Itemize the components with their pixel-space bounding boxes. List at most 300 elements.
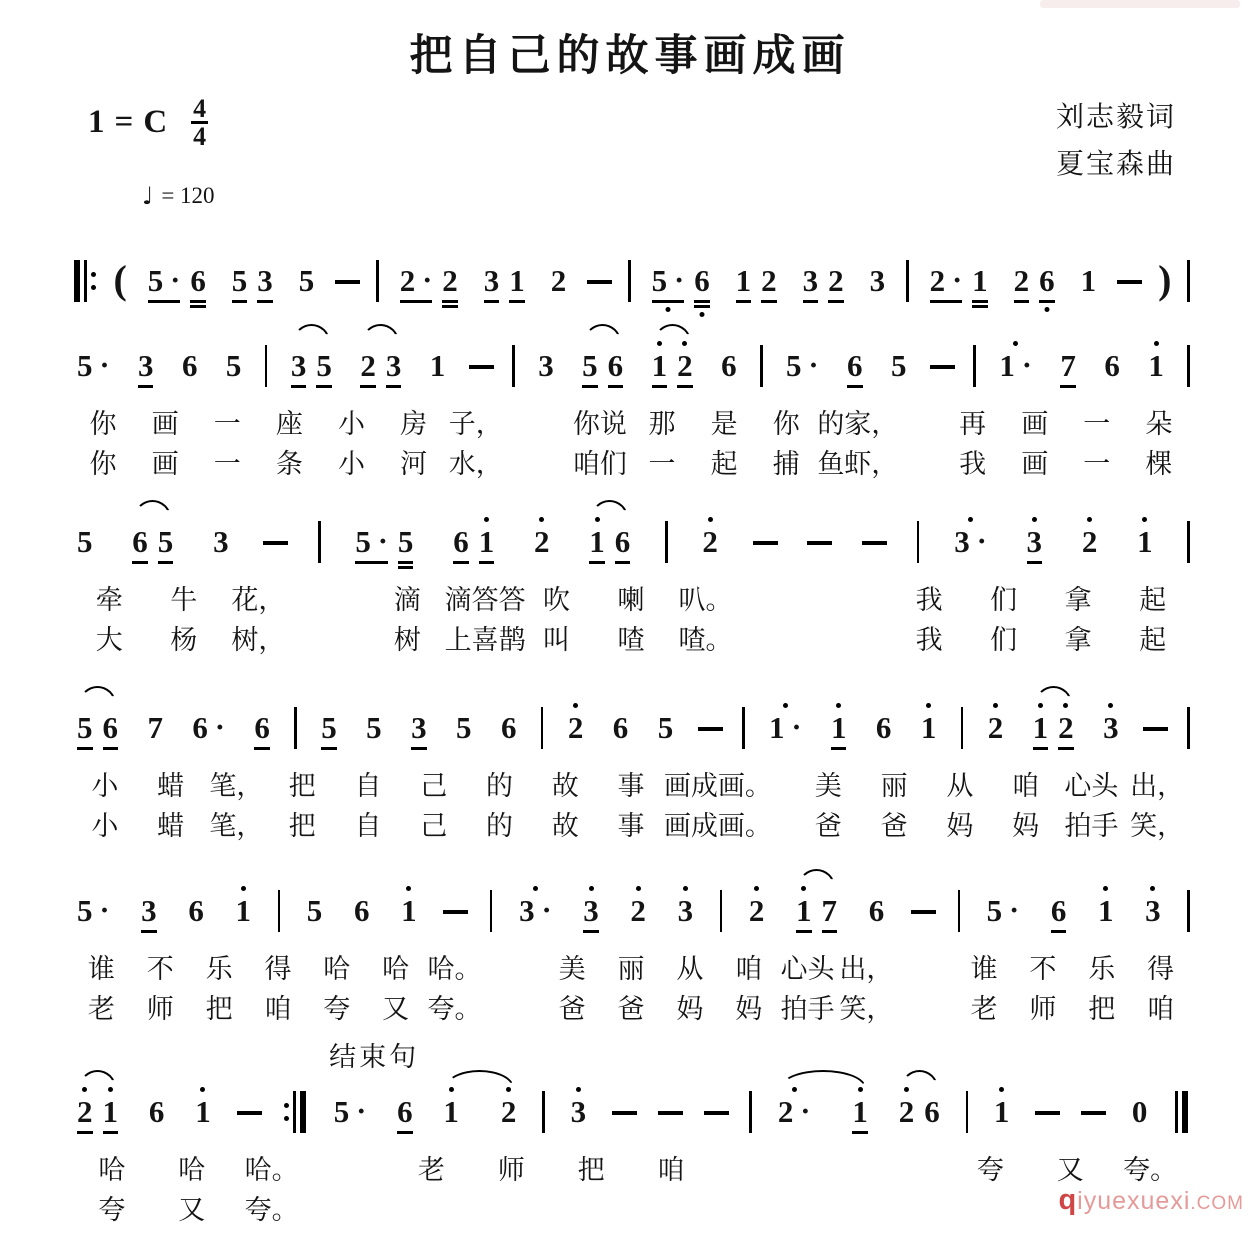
high-octave-dot xyxy=(1150,886,1155,891)
note-body xyxy=(658,711,674,745)
note-body xyxy=(534,525,550,559)
note xyxy=(925,252,968,315)
lyric-syllable: 咱 xyxy=(1012,771,1040,801)
lyric-syllable: 妈 xyxy=(735,994,763,1024)
note xyxy=(647,337,673,400)
note-digit: 5 xyxy=(157,524,174,559)
note xyxy=(294,252,320,315)
tempo-value: = 120 xyxy=(161,183,215,208)
note-digit: 5 xyxy=(231,263,248,298)
note xyxy=(647,252,690,315)
note-group xyxy=(994,323,1037,400)
note-body xyxy=(954,525,987,559)
duration-dash xyxy=(704,1111,729,1115)
note xyxy=(395,252,438,315)
note-digit: 6 xyxy=(721,348,737,383)
note-group xyxy=(842,323,868,400)
note xyxy=(496,699,522,762)
barline xyxy=(1187,707,1190,749)
note-group xyxy=(925,238,993,315)
high-octave-dot xyxy=(241,886,246,891)
underline-area xyxy=(954,559,987,576)
note-digit: 2 xyxy=(360,348,376,383)
note-body xyxy=(316,349,332,383)
note-body xyxy=(869,894,885,928)
note xyxy=(1132,513,1158,576)
underline-area xyxy=(158,559,174,576)
note-group xyxy=(425,323,451,400)
note-digit: 6 xyxy=(102,710,118,745)
note-body xyxy=(103,1095,119,1129)
slur-group xyxy=(355,323,406,400)
note-digit: 3 xyxy=(1026,524,1043,559)
lyric-syllable: 起 xyxy=(1139,585,1167,615)
note-group xyxy=(361,685,387,762)
note-body xyxy=(769,711,802,745)
note-body xyxy=(1058,711,1074,745)
augmentation-dot: · xyxy=(541,894,552,927)
note-digit: 5 xyxy=(891,348,907,383)
note-digit: 3 xyxy=(483,263,500,298)
note-group xyxy=(72,499,98,576)
note-body xyxy=(501,1095,517,1129)
note-body xyxy=(999,349,1032,383)
note xyxy=(396,882,422,945)
eighth-underline xyxy=(847,385,863,388)
note-body xyxy=(847,349,863,383)
note-body xyxy=(401,894,417,928)
note-body xyxy=(442,264,458,298)
note-group xyxy=(864,868,890,945)
note-body xyxy=(398,525,414,559)
underline-area xyxy=(1145,928,1161,945)
underline-area xyxy=(103,745,119,762)
note-body xyxy=(608,349,624,383)
high-octave-dot xyxy=(576,1087,581,1092)
note-digit: 3 xyxy=(137,348,154,383)
note-digit: 2 xyxy=(77,1094,93,1129)
note-digit: 5 xyxy=(657,710,674,745)
lyric-syllable: 心头 xyxy=(1064,771,1119,801)
note-body xyxy=(479,525,495,559)
eighth-underline xyxy=(796,930,812,933)
underline-area xyxy=(501,745,517,762)
eighth-underline xyxy=(822,930,838,933)
note-digit: 2 xyxy=(567,710,584,745)
note-digit: 3 xyxy=(1145,893,1161,928)
lyric-spacer xyxy=(471,1190,551,1230)
lyric-syllable: 谁 xyxy=(970,954,998,984)
note-body xyxy=(1082,525,1098,559)
time-signature xyxy=(191,96,208,149)
underline-area xyxy=(694,298,710,315)
eighth-underline xyxy=(803,300,819,303)
high-octave-dot xyxy=(573,703,578,708)
barline xyxy=(278,890,281,932)
note xyxy=(847,1083,873,1146)
high-octave-dot xyxy=(783,703,788,708)
underline-area xyxy=(608,383,624,400)
note-group xyxy=(143,238,211,315)
lyric-syllable: 得 xyxy=(264,954,292,984)
underline-area xyxy=(1103,745,1119,762)
duration-dash xyxy=(807,541,832,545)
note xyxy=(672,337,698,400)
note-digit: 6 xyxy=(397,1094,413,1129)
duration-dash xyxy=(930,365,955,369)
note-body xyxy=(254,711,270,745)
lyric-spacer xyxy=(391,1190,471,1230)
note xyxy=(153,513,179,576)
note-body xyxy=(583,894,599,928)
note-digit: 5 xyxy=(316,348,332,383)
underline-area xyxy=(831,745,847,762)
note xyxy=(894,1083,920,1146)
underline-area xyxy=(307,928,323,945)
note xyxy=(361,699,387,762)
lyrics-row xyxy=(72,1150,1190,1190)
note-group xyxy=(982,868,1025,945)
note-group xyxy=(578,868,604,945)
note-body xyxy=(538,349,554,383)
underline-area xyxy=(924,1129,940,1146)
note-body xyxy=(397,1095,413,1129)
note-digit: 5 xyxy=(456,710,472,745)
note-digit: 6 xyxy=(500,710,517,745)
underline-area xyxy=(149,1129,165,1146)
lyrics-rows xyxy=(72,1150,1190,1230)
note xyxy=(252,252,278,315)
lyric-syllable: 爸 xyxy=(880,811,908,841)
note-digit: 6 xyxy=(868,893,885,928)
underline-area xyxy=(401,928,417,945)
lyrics-row xyxy=(72,989,1190,1029)
sixteenth-underline xyxy=(190,305,206,308)
watermark-suffix: .COM xyxy=(1190,1193,1244,1214)
note xyxy=(546,252,572,315)
augmentation-dot: · xyxy=(791,711,802,744)
lyric-syllable: 吹 xyxy=(542,585,570,615)
note xyxy=(127,513,153,576)
underline-area xyxy=(254,745,270,762)
note-body xyxy=(519,894,552,928)
note-digit: 5 xyxy=(366,710,382,745)
lyric-syllable: 河 xyxy=(400,449,428,479)
underline-area xyxy=(1082,559,1098,576)
sixteenth-underline xyxy=(694,305,710,308)
note xyxy=(566,1083,592,1146)
lyric-spacer xyxy=(296,620,371,660)
barline xyxy=(665,521,668,563)
note-body xyxy=(876,711,892,745)
note-body xyxy=(1051,894,1067,928)
slur-group xyxy=(72,685,123,762)
barline xyxy=(1187,521,1190,563)
underline-area xyxy=(355,559,388,576)
eighth-underline xyxy=(400,300,433,303)
eighth-underline xyxy=(652,385,668,388)
underline-area xyxy=(77,383,110,400)
lyric-syllable: 美 xyxy=(558,954,586,984)
note-body xyxy=(678,894,694,928)
note-body xyxy=(213,525,229,559)
augmentation-dot: · xyxy=(99,349,110,382)
lyric-syllable: 哈。 xyxy=(427,954,482,984)
low-octave-dot xyxy=(699,312,704,317)
note xyxy=(1076,252,1102,315)
underline-area xyxy=(869,928,885,945)
tempo-marking xyxy=(142,182,215,210)
lyric-spacer xyxy=(896,949,955,989)
note-body xyxy=(930,264,963,298)
note-body xyxy=(571,1095,587,1129)
note xyxy=(406,699,432,762)
eighth-underline xyxy=(761,300,777,303)
note-digit: 6 xyxy=(875,710,892,745)
note xyxy=(1099,337,1125,400)
note xyxy=(504,252,530,315)
note xyxy=(967,252,993,315)
note xyxy=(316,699,342,762)
note-digit: 1 xyxy=(509,263,525,298)
note-digit: 1 xyxy=(1080,263,1097,298)
note-digit: 6 xyxy=(694,263,710,298)
lyrics-rows xyxy=(72,580,1190,660)
note-group xyxy=(826,685,852,762)
underline-area xyxy=(316,383,332,400)
lyric-syllable: 一 xyxy=(1083,409,1111,439)
lyric-syllable: 子， xyxy=(448,409,503,439)
lyric-syllable: 牛 xyxy=(170,585,198,615)
lyric-syllable: 不 xyxy=(1029,954,1057,984)
note-body xyxy=(761,264,777,298)
eighth-underline xyxy=(1060,385,1076,388)
note-digit: 5 xyxy=(786,348,802,383)
note-digit: 6 xyxy=(607,348,624,383)
lyric-syllable: 把 xyxy=(577,1155,605,1185)
underline-area xyxy=(589,559,605,576)
underline-area xyxy=(803,298,819,315)
note-digit: 7 xyxy=(147,710,163,745)
note-group xyxy=(533,323,559,400)
underline-area xyxy=(1081,298,1097,315)
note-body xyxy=(386,349,402,383)
note-digit: 2 xyxy=(761,263,777,298)
lyric-syllable: 美 xyxy=(814,771,842,801)
note-group xyxy=(886,323,912,400)
high-octave-dot xyxy=(1108,703,1113,708)
eighth-underline xyxy=(190,300,206,303)
augmentation-dot: · xyxy=(1021,349,1032,382)
lyric-syllable: 出， xyxy=(1130,771,1185,801)
lyrics-row xyxy=(72,806,1190,846)
note-group xyxy=(566,1069,592,1146)
note-group xyxy=(529,499,555,576)
lyric-spacer xyxy=(730,766,796,806)
note-digit: 5 xyxy=(77,348,93,383)
eighth-underline xyxy=(1051,930,1067,933)
underline-area xyxy=(195,1129,211,1146)
note-group xyxy=(563,685,589,762)
notation-row xyxy=(72,238,1190,315)
lyric-spacer xyxy=(631,1190,711,1230)
note-body xyxy=(235,894,251,928)
lyric-spacer xyxy=(871,1150,951,1190)
music-line xyxy=(72,685,1190,846)
underline-area xyxy=(652,383,668,400)
note-body xyxy=(677,349,693,383)
augmentation-dot: · xyxy=(976,525,987,558)
underline-area xyxy=(749,928,765,945)
note-digit: 2 xyxy=(777,1094,794,1129)
eighth-underline xyxy=(479,561,495,564)
sixteenth-underline xyxy=(972,305,988,308)
note xyxy=(183,882,209,945)
underline-area xyxy=(630,928,646,945)
note xyxy=(143,252,186,315)
key-equals: = xyxy=(114,104,134,140)
note-group xyxy=(329,1069,372,1146)
note xyxy=(474,513,500,576)
music-line xyxy=(72,868,1190,1029)
note xyxy=(989,1083,1015,1146)
note-digit: 6 xyxy=(847,348,863,383)
note-group xyxy=(798,238,849,315)
note xyxy=(1028,699,1054,762)
lyric-syllable: 夸。 xyxy=(244,1195,299,1225)
music-line xyxy=(72,238,1190,315)
note-body xyxy=(987,894,1020,928)
note-digit: 6 xyxy=(1104,348,1120,383)
note-group xyxy=(448,499,499,576)
repeat-dot xyxy=(284,1116,289,1121)
note xyxy=(673,882,699,945)
lyric-syllable: 花， xyxy=(231,585,286,615)
lyric-syllable: 把 xyxy=(288,771,316,801)
augmentation-dot: · xyxy=(808,349,819,382)
note-group xyxy=(230,868,256,945)
eighth-underline xyxy=(828,300,844,303)
note-digit: 3 xyxy=(802,263,819,298)
note-body xyxy=(870,264,886,298)
note-body xyxy=(694,264,710,298)
note-group xyxy=(697,499,723,576)
sixteenth-underline xyxy=(442,305,458,308)
note-body xyxy=(615,525,631,559)
repeat-dot xyxy=(91,272,96,277)
note xyxy=(563,699,589,762)
eighth-underline xyxy=(652,300,685,303)
lyric-syllable: 喳。 xyxy=(678,625,733,655)
note xyxy=(437,252,463,315)
eighth-underline xyxy=(103,747,119,750)
note-digit: 2 xyxy=(898,1094,915,1129)
note-digit: 3 xyxy=(583,893,599,928)
underline-area xyxy=(870,298,886,315)
note-body xyxy=(484,264,500,298)
lyric-syllable: 画 xyxy=(1021,449,1049,479)
lyric-syllable: 喇 xyxy=(617,585,645,615)
note-body xyxy=(613,711,629,745)
music-line xyxy=(72,499,1190,660)
high-octave-dot xyxy=(108,1087,113,1092)
lyric-syllable: 蜡 xyxy=(157,771,185,801)
note-body xyxy=(400,264,433,298)
note-digit: 5 xyxy=(298,263,315,298)
lyric-syllable: 谁 xyxy=(87,954,115,984)
note-group xyxy=(496,685,522,762)
lyric-spacer xyxy=(711,1190,791,1230)
lyric-syllable: 师 xyxy=(146,994,174,1024)
note xyxy=(653,699,679,762)
note-body xyxy=(891,349,907,383)
underline-area xyxy=(77,559,93,576)
note-body xyxy=(582,349,598,383)
note xyxy=(221,337,247,400)
lyric-syllable: 哈。 xyxy=(244,1155,299,1185)
underline-area xyxy=(192,745,225,762)
note-body xyxy=(1033,711,1049,745)
underline-area xyxy=(501,1129,517,1146)
augmentation-dot: · xyxy=(674,264,685,297)
note xyxy=(350,513,393,576)
lyric-syllable: 蜡 xyxy=(157,811,185,841)
augmentation-dot: · xyxy=(214,711,225,744)
underline-area xyxy=(994,1129,1010,1146)
note xyxy=(764,699,807,762)
eighth-underline xyxy=(386,385,402,388)
lyric-syllable: 哈 xyxy=(98,1155,126,1185)
lyric-spacer xyxy=(484,949,543,989)
lyric-spacer xyxy=(743,620,818,660)
lyric-syllable: 一 xyxy=(213,449,241,479)
lyric-syllable: 笔， xyxy=(209,771,264,801)
lyric-syllable: 你说 xyxy=(572,409,627,439)
barline xyxy=(542,1091,545,1133)
note xyxy=(744,882,770,945)
note-digit: 2 xyxy=(702,524,718,559)
eighth-underline xyxy=(257,300,273,303)
underline-area xyxy=(1051,928,1067,945)
note-group xyxy=(514,868,557,945)
note-digit: 1 xyxy=(1137,524,1153,559)
eighth-underline xyxy=(1058,747,1074,750)
note-group xyxy=(1140,868,1166,945)
high-octave-dot xyxy=(484,517,489,522)
note xyxy=(1140,882,1166,945)
duration-dash xyxy=(698,727,723,731)
eighth-underline xyxy=(484,300,500,303)
lyric-syllable: 哈 xyxy=(178,1155,206,1185)
note-group xyxy=(349,868,375,945)
underline-area xyxy=(354,928,370,945)
underline-area xyxy=(1060,383,1076,400)
note-digit: 6 xyxy=(181,348,198,383)
underline-area xyxy=(876,745,892,762)
lyric-syllable: 画 xyxy=(151,449,179,479)
lyric-syllable: 老 xyxy=(87,994,115,1024)
parenthesis-symbol: ( xyxy=(113,257,127,302)
note-body xyxy=(360,349,376,383)
lyric-syllable: 爸 xyxy=(617,994,645,1024)
lyric-syllable: 鱼虾， xyxy=(817,449,899,479)
note-digit: 1 xyxy=(1032,710,1049,745)
lyric-syllable: 条 xyxy=(275,449,303,479)
note-group xyxy=(302,868,328,945)
note xyxy=(144,1083,170,1146)
note xyxy=(731,252,757,315)
note-body xyxy=(291,349,307,383)
